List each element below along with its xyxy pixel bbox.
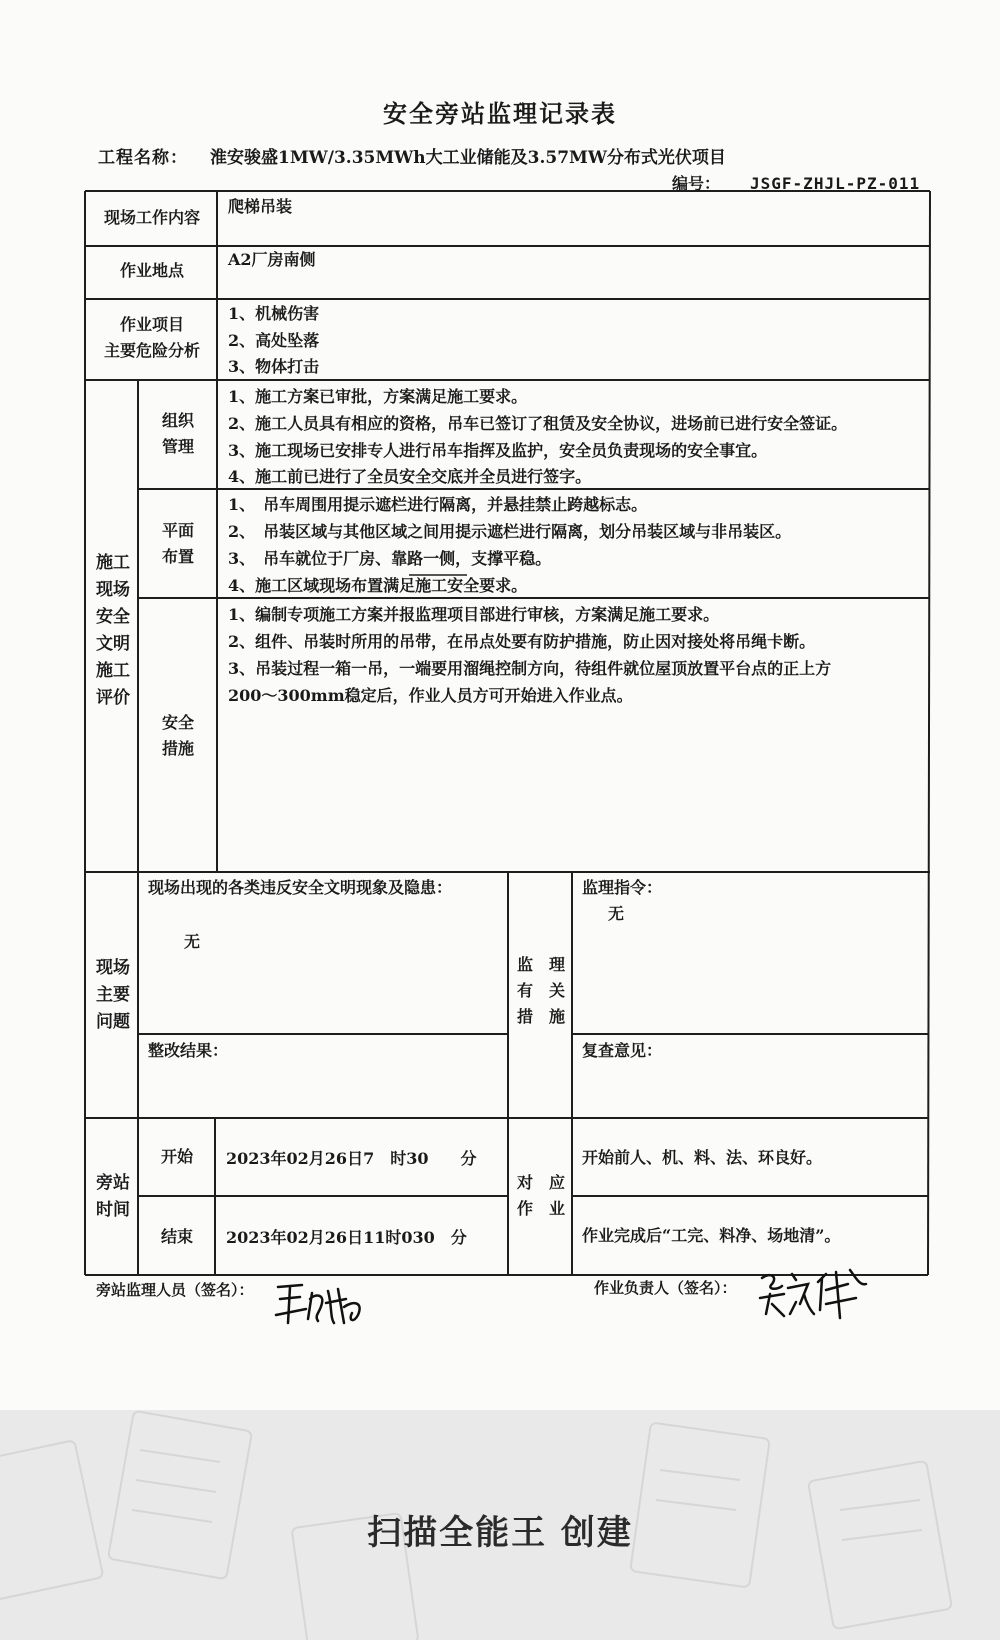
evaluation-label-char: 评价: [96, 688, 130, 708]
layout-item: 3、 吊车就位于厂房、靠路一侧，支撑平稳。: [228, 549, 552, 568]
hazard-label: [88, 312, 216, 364]
ops-label-line: 作 业: [516, 1199, 565, 1218]
evaluation-label-char: 施工: [96, 661, 130, 681]
ops-label: [510, 1170, 572, 1222]
instruction-value: 无: [608, 904, 625, 923]
org-item: 4、施工前已进行了全员安全交底并全员进行签字。: [228, 467, 592, 486]
hazard-label-line-2: 主要危险分析: [103, 341, 200, 360]
evaluation-label: [88, 550, 138, 712]
ops-label-line: 对 应: [516, 1173, 565, 1192]
hazard-item: 3、物体打击: [228, 357, 320, 376]
handwritten-signature-icon: [756, 1264, 876, 1324]
issues-label-line: 问题: [96, 1012, 130, 1032]
layout-item: 4、施工区域现场布置满足施工安全要求。: [228, 576, 528, 595]
code-value: JSGF-ZHJL-PZ-011: [750, 174, 921, 193]
review-label: 复查意见：: [582, 1041, 663, 1060]
evaluation-label-char: 安全: [96, 607, 130, 627]
violations-value: 无: [184, 932, 201, 951]
safety-item: 2、组件、吊装时所用的吊带，在吊点处要有防护措施，防止因对接处将吊绳卡断。: [228, 632, 816, 651]
leader-signature: [756, 1264, 876, 1328]
safety-item: 1、编制专项施工方案并报监理项目部进行审核，方案满足施工要求。: [228, 605, 720, 624]
work-content-label: 现场工作内容: [103, 208, 200, 227]
project-label: 工程名称：: [98, 148, 188, 168]
location-label: 作业地点: [119, 261, 184, 280]
evaluation-label-char: 现场: [96, 580, 130, 600]
ops-before: 开始前人、机、料、法、环良好。: [582, 1148, 823, 1167]
violations-label: 现场出现的各类违反安全文明现象及隐患：: [148, 878, 453, 897]
time-label: [88, 1170, 138, 1224]
org-label-line: 管理: [161, 437, 194, 456]
location-value: A2厂房南侧: [228, 250, 316, 269]
end-label: 结束: [160, 1227, 193, 1246]
org-label-line: 组织: [161, 411, 194, 430]
layout-label: [140, 518, 216, 570]
safety-item: 3、吊装过程一箱一吊，一端要用溜绳控制方向，待组件就位屋顶放置平台点的正上方: [228, 659, 832, 678]
time-label-line: 旁站: [96, 1173, 130, 1193]
end-time-value: 2023年02月26日11时030 分: [226, 1228, 467, 1247]
supervisor-signature-label: 旁站监理人员（签名）：: [96, 1281, 254, 1299]
issues-label: [88, 955, 138, 1036]
measures-label: [510, 952, 572, 1030]
start-time-value: 2023年02月26日7 时30 分: [226, 1149, 477, 1168]
page-title: 安全旁站监理记录表: [383, 99, 617, 128]
project-value: 淮安骏盛1MW/3.35MWh大工业储能及3.57MW分布式光伏项目: [210, 148, 726, 168]
org-item: 3、施工现场已安排专人进行吊车指挥及监护，安全员负责现场的安全事宜。: [228, 441, 768, 460]
layout-label-line: 平面: [161, 521, 194, 540]
scanner-footer: [0, 1410, 1000, 1640]
hazard-label-line-1: 作业项目: [119, 315, 184, 334]
supervisor-signature: [272, 1279, 372, 1333]
layout-label-line: 布置: [161, 547, 194, 566]
ops-after: 作业完成后“工完、料净、场地清”。: [582, 1226, 841, 1245]
evaluation-label-char: 施工: [96, 553, 130, 573]
layout-item: 2、 吊装区域与其他区域之间用提示遮栏进行隔离，划分吊装区域与非吊装区。: [228, 522, 792, 541]
org-item: 2、施工人员具有相应的资格，吊车已签订了租赁及安全协议，进场前已进行安全签证。: [228, 414, 848, 433]
issues-label-line: 现场: [96, 958, 130, 978]
instruction-label: 监理指令：: [582, 878, 663, 897]
hazard-item: 1、机械伤害: [228, 304, 320, 323]
time-label-line: 时间: [96, 1200, 130, 1220]
measures-label-line: 有 关: [516, 981, 565, 1000]
evaluation-label-char: 文明: [96, 634, 130, 654]
org-label: [140, 408, 216, 460]
hazard-item: 2、高处坠落: [228, 331, 320, 350]
handwritten-signature-icon: [272, 1279, 372, 1329]
leader-signature-label: 作业负责人（签名）：: [594, 1279, 737, 1297]
safety-label-line: 措施: [161, 739, 194, 758]
measures-label-line: 监 理: [516, 955, 565, 974]
rectify-label: 整改结果：: [148, 1041, 229, 1060]
measures-label-line: 措 施: [516, 1007, 565, 1026]
safety-item: 200～300mm稳定后，作业人员方可开始进入作业点。: [228, 686, 633, 705]
safety-label-line: 安全: [161, 713, 194, 732]
safety-label: [140, 710, 216, 762]
org-item: 1、施工方案已审批，方案满足施工要求。: [228, 387, 528, 406]
layout-item: 1、 吊车周围用提示遮栏进行隔离，并悬挂禁止跨越标志。: [228, 495, 648, 514]
scanner-brand-text: 扫描全能王 创建: [367, 1513, 633, 1553]
issues-label-line: 主要: [96, 985, 130, 1005]
work-content-value: 爬梯吊装: [228, 197, 293, 216]
start-label: 开始: [160, 1147, 193, 1166]
code-label: 编号：: [672, 174, 721, 193]
